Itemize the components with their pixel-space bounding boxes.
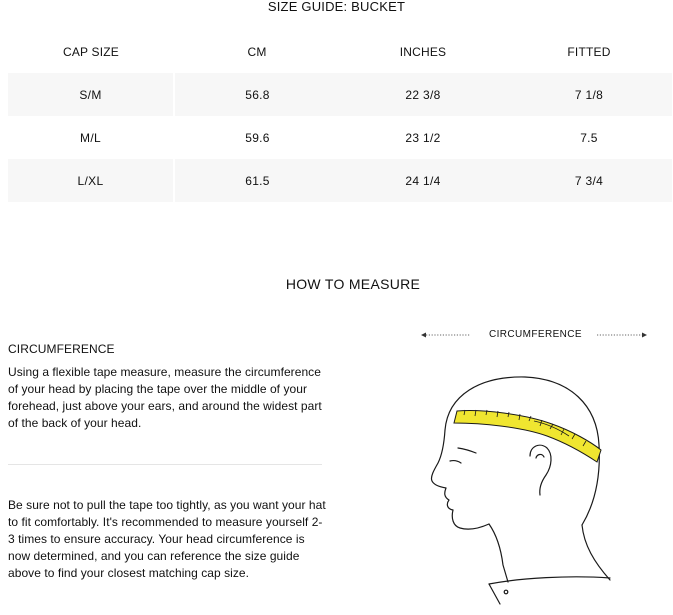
head-measurement-illustration	[410, 320, 660, 612]
cell-cap-size: M/L	[8, 116, 174, 159]
cell-fitted: 7 3/4	[506, 159, 672, 202]
table-header-row	[8, 31, 672, 73]
circumference-label: CIRCUMFERENCE	[489, 329, 582, 340]
cell-cap-size: S/M	[8, 73, 174, 116]
measuring-tape-icon	[454, 410, 601, 462]
how-to-measure-title: HOW TO MEASURE	[285, 276, 421, 292]
cell-cm: 61.5	[174, 159, 340, 202]
table-row	[8, 159, 672, 202]
section-divider	[8, 464, 322, 465]
table-row	[8, 73, 672, 116]
circumference-heading: CIRCUMFERENCE	[8, 342, 115, 356]
column-header-fitted: FITTED	[567, 45, 611, 59]
table-row	[8, 116, 672, 159]
cell-inches: 22 3/8	[340, 73, 506, 116]
column-header-inches: INCHES	[399, 45, 447, 59]
size-guide-title: SIZE GUIDE: BUCKET	[267, 0, 406, 14]
size-guide-table	[8, 31, 672, 202]
measure-instructions: Using a flexible tape measure, measure the circumference of your head by placing the tape over the middle of your forehead, just above your ears, and around the widest part of the back of your head.	[8, 365, 322, 430]
cell-cap-size: L/XL	[8, 159, 174, 202]
arrow-right-icon	[597, 333, 647, 338]
column-header-cap-size: CAP SIZE	[62, 45, 120, 59]
cell-inches: 24 1/4	[340, 159, 506, 202]
cell-fitted: 7.5	[580, 130, 598, 145]
cell-cm: 59.6	[245, 130, 270, 145]
cell-inches: 23 1/2	[405, 130, 441, 145]
arrow-left-icon	[421, 333, 470, 338]
cell-fitted: 7 1/8	[506, 73, 672, 116]
cell-cm: 56.8	[174, 73, 340, 116]
column-header-cm: CM	[247, 45, 267, 59]
measure-tips: Be sure not to pull the tape too tightly, as you want your hat to fit comfortably. It's recommended to measure yourself 2-3 times to ensure accuracy. Your head circumference is now determined, and you can reference the size guide above to find your closest matching cap size.	[8, 498, 326, 580]
